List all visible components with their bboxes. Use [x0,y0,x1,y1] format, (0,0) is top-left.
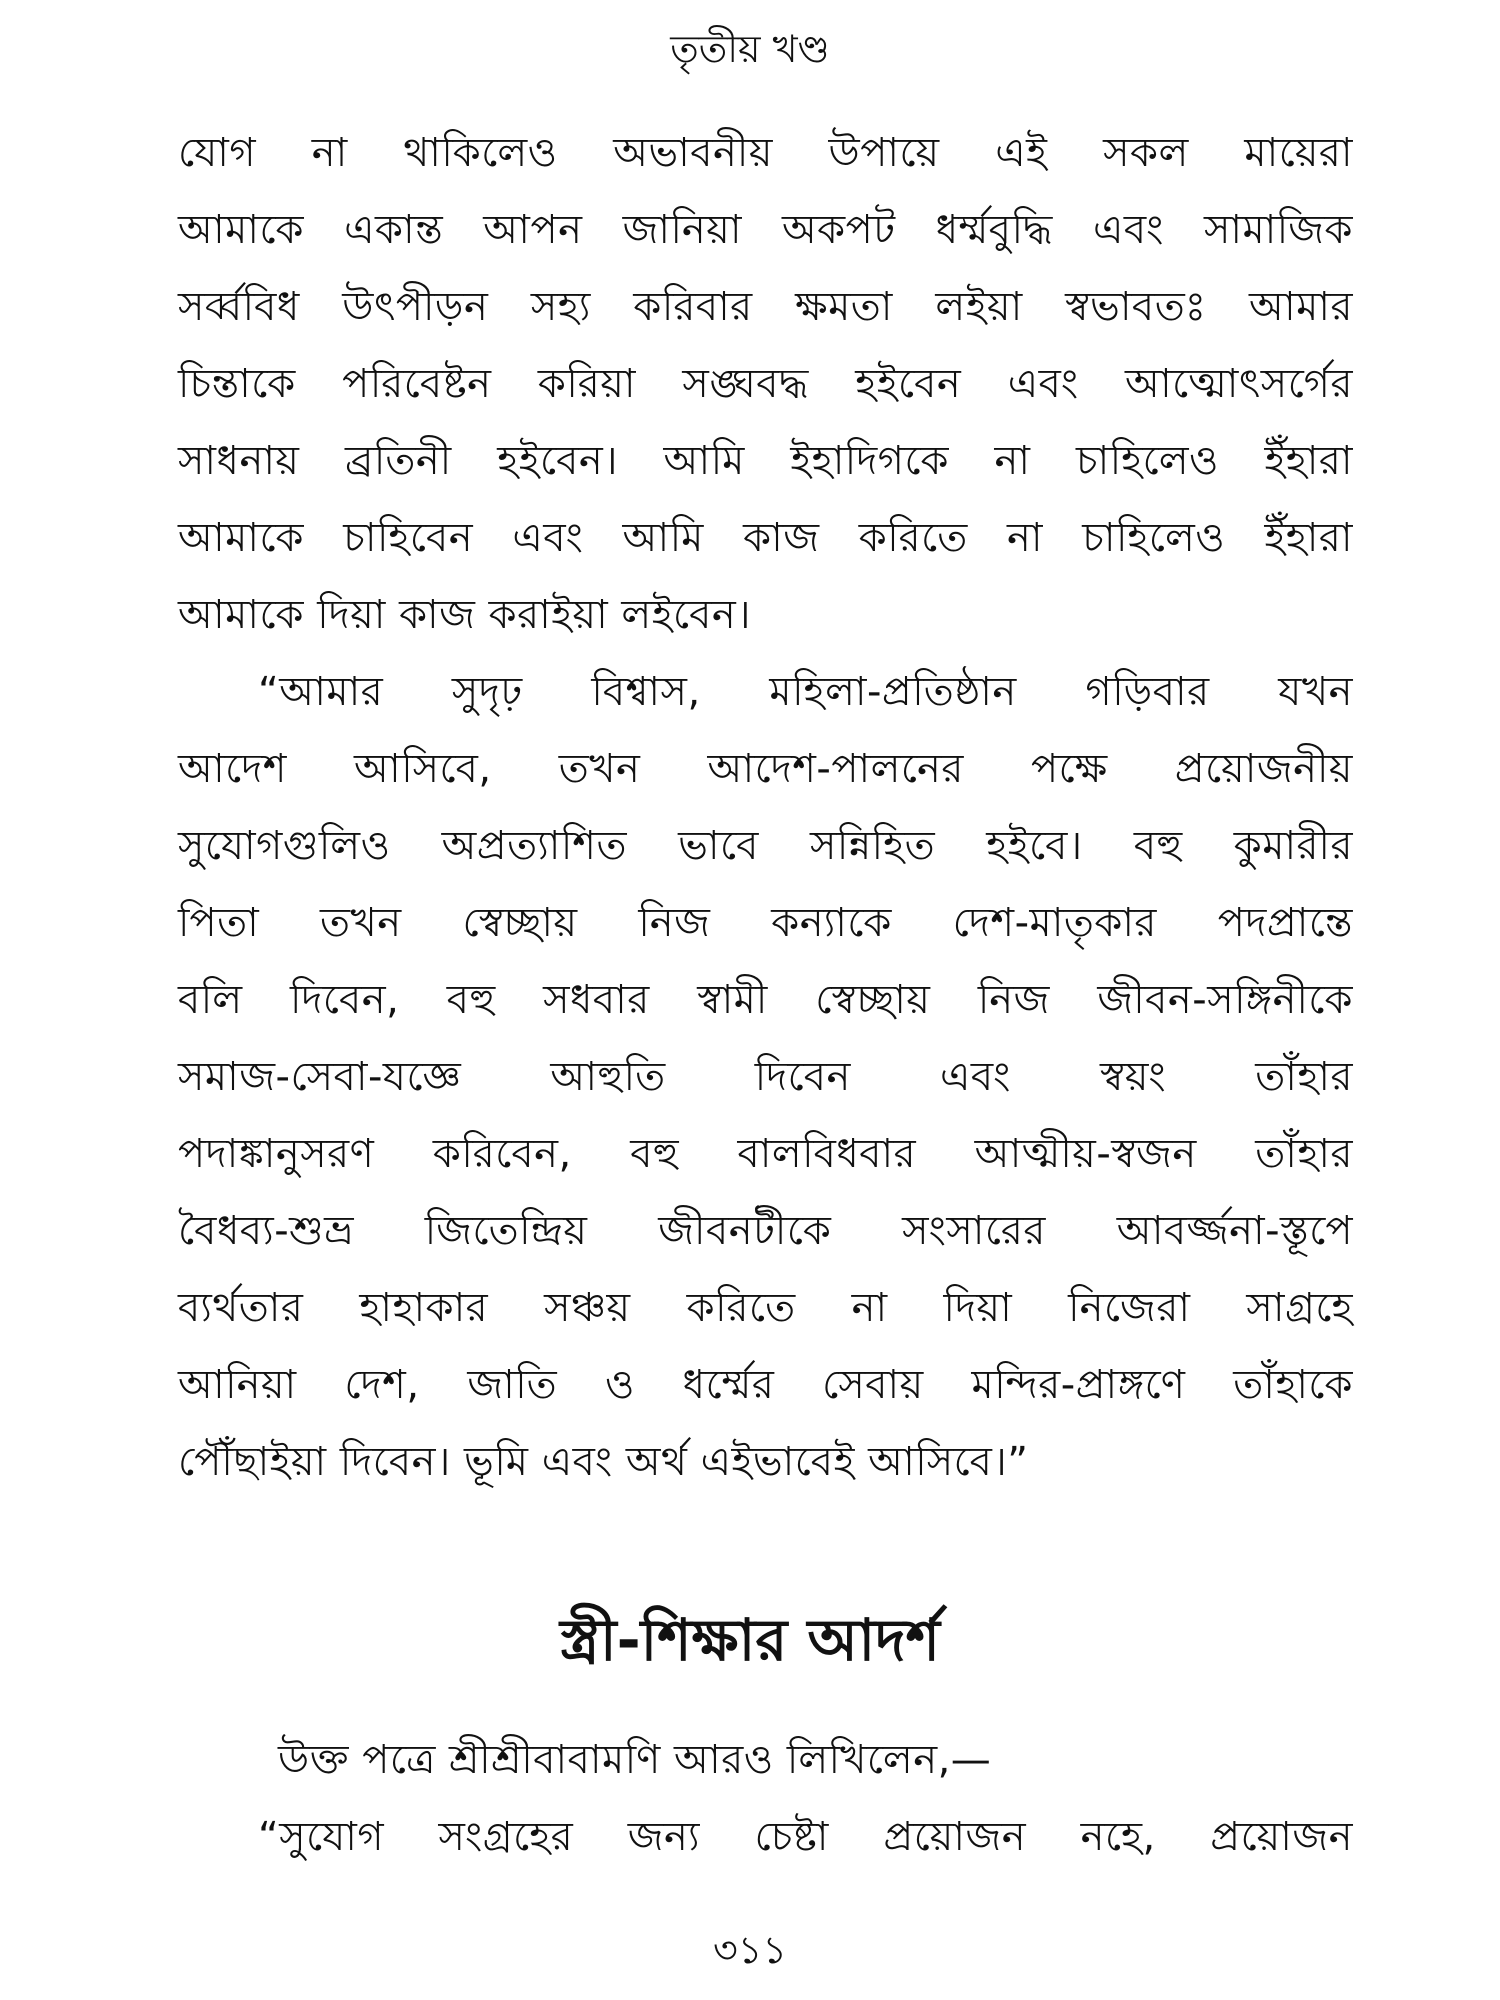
body-text [178,115,1353,1501]
text-line: আদেশ আসিবে, তখন আদেশ-পালনের পক্ষে প্রয়োজনীয় [178,746,1353,792]
text-line: “আমার সুদৃঢ় বিশ্বাস, মহিলা-প্রতিষ্ঠান গড়িবার যখন [258,669,1353,715]
text-line: পিতা তখন স্বেচ্ছায় নিজ কন্যাকে দেশ-মাতৃকার পদপ্রান্তে [178,900,1353,946]
text-line: পদাঙ্কানুসরণ করিবেন, বহু বালবিধবার আত্মীয়-স্বজন তাঁহার [178,1131,1353,1177]
running-head: তৃতীয় খণ্ড [670,27,830,71]
text-line: ব্যর্থতার হাহাকার সঞ্চয় করিতে না দিয়া নিজেরা সাগ্রহে [178,1285,1353,1331]
page-number: ৩১১ [712,1928,788,1972]
text-line: সাধনায় ব্রতিনী হইবেন। আমি ইহাদিগকে না চাহিলেও ইঁহারা [178,438,1353,484]
text-line: বলি দিবেন, বহু সধবার স্বামী স্বেচ্ছায় নিজ জীবন-সঙ্গিনীকে [178,977,1353,1023]
text-line: আমাকে দিয়া কাজ করাইয়া লইবেন। [178,592,752,638]
text-line: চিন্তাকে পরিবেষ্টন করিয়া সঙ্ঘবদ্ধ হইবেন এবং আত্মোৎসর্গের [178,361,1353,407]
text-line: উক্ত পত্রে শ্রীশ্রীবাবামণি আরও লিখিলেন,— [278,1737,992,1783]
text-line: যোগ না থাকিলেও অভাবনীয় উপায়ে এই সকল মায়েরা [178,130,1353,176]
text-line: সুযোগগুলিও অপ্রত্যাশিত ভাবে সন্নিহিত হইবে। বহু কুমারীর [178,823,1353,869]
text-line: সর্ব্ববিধ উৎপীড়ন সহ্য করিবার ক্ষমতা লইয়া স্বভাবতঃ আমার [178,284,1353,330]
paragraph-1 [178,115,1353,654]
section-heading: স্ত্রী-শিক্ষার আদর্শ [560,1606,940,1674]
text-line: আমাকে একান্ত আপন জানিয়া অকপট ধর্ম্মবুদ্ধি এবং সামাজিক [178,207,1353,253]
text-line: পৌঁছাইয়া দিবেন। ভূমি এবং অর্থ এইভাবেই আসিবে।” [178,1439,1029,1485]
text-line: বৈধব্য-শুভ্র জিতেন্দ্রিয় জীবনটীকে সংসারের আবর্জ্জনা-স্তূপে [178,1208,1353,1254]
text-line: আমাকে চাহিবেন এবং আমি কাজ করিতে না চাহিলেও ইঁহারা [178,515,1353,561]
paragraph-3 [178,1722,1353,1876]
text-line: সমাজ-সেবা-যজ্ঞে আহুতি দিবেন এবং স্বয়ং তাঁহার [178,1054,1353,1100]
text-line: আনিয়া দেশ, জাতি ও ধর্ম্মের সেবায় মন্দির-প্রাঙ্গণে তাঁহাকে [178,1362,1353,1408]
text-line: “সুযোগ সংগ্রহের জন্য চেষ্টা প্রয়োজন নহে, প্রয়োজন [258,1814,1353,1860]
paragraph-2 [178,654,1353,1501]
